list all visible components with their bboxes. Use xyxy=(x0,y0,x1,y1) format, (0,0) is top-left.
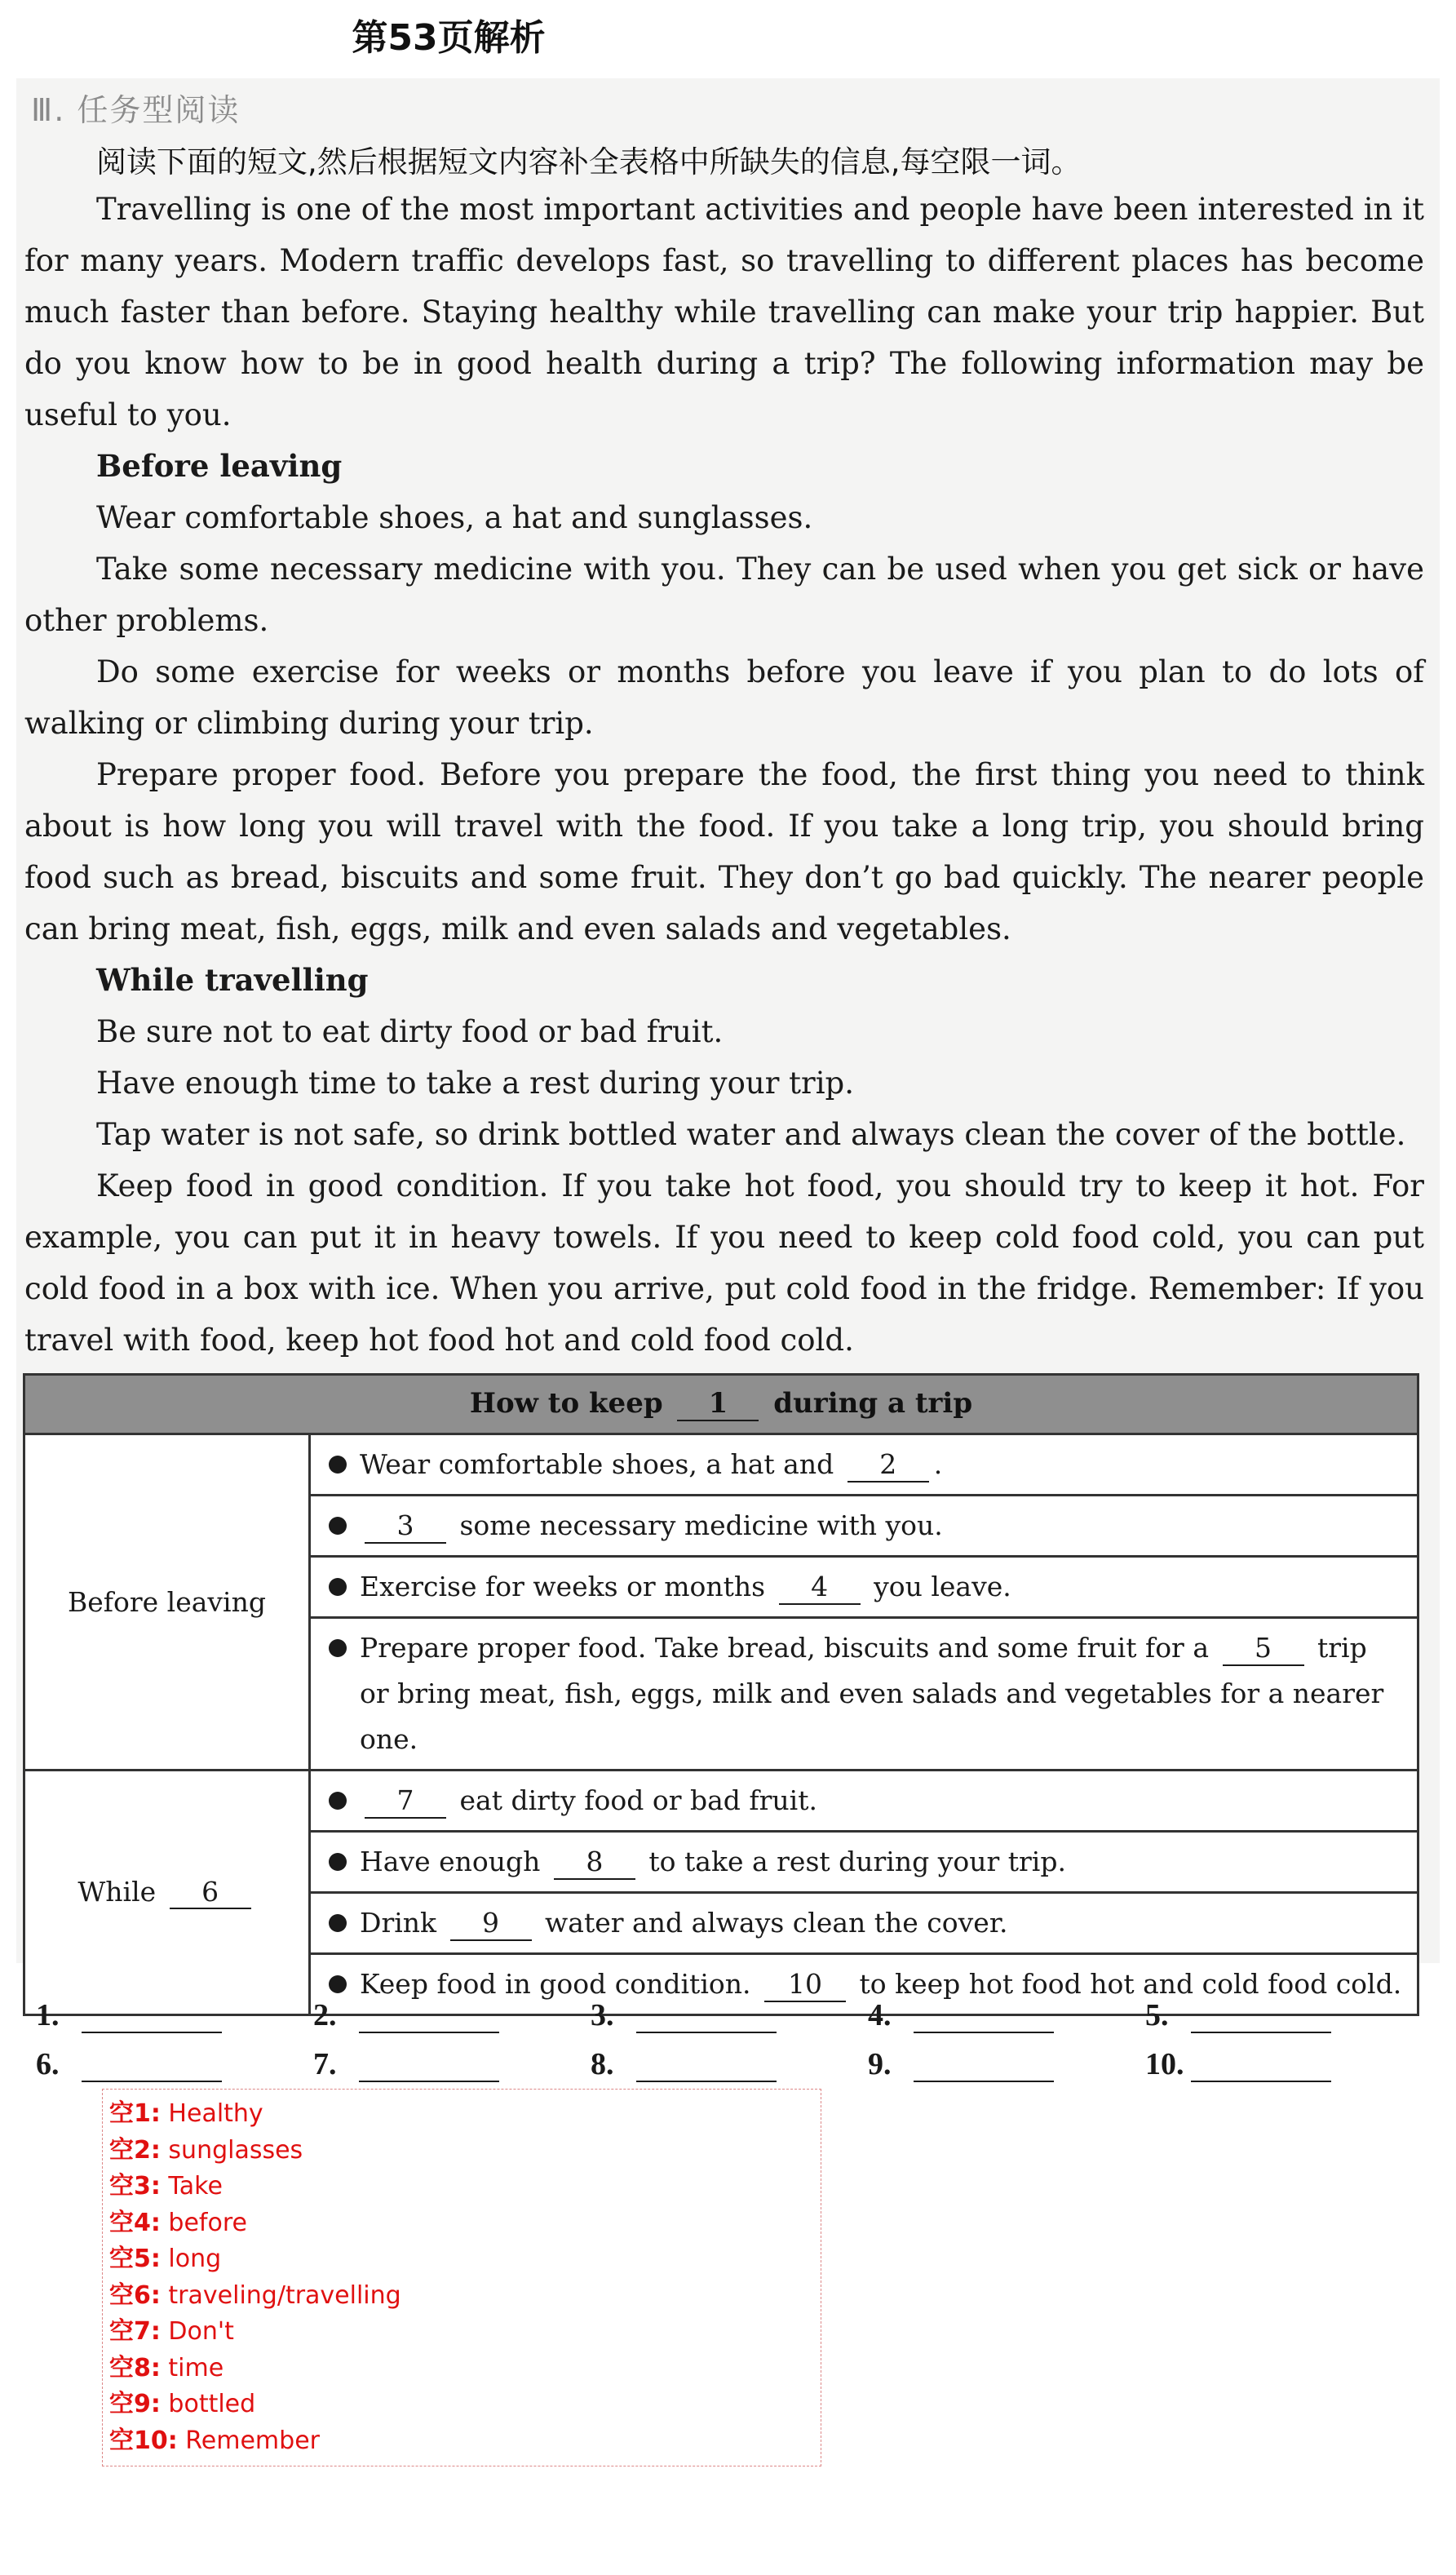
table-row xyxy=(24,1434,1418,1496)
table-item: Drink 9 water and always clean the cover. xyxy=(310,1893,1418,1954)
blank-7: 7 xyxy=(365,1784,446,1819)
answer-line xyxy=(359,2002,499,2033)
passage-paragraph: Have enough time to take a rest during your trip. xyxy=(96,1066,854,1101)
answer-line xyxy=(1191,2002,1331,2033)
answer-number: 10. xyxy=(1145,2047,1184,2081)
blank-8: 8 xyxy=(554,1846,635,1880)
answer-key-item: 空4: before xyxy=(109,2208,247,2237)
before-leaving-label: Before leaving xyxy=(24,1434,310,1771)
answer-number: 9. xyxy=(868,2047,892,2081)
answer-key-item: 空8: time xyxy=(109,2353,224,2382)
table-row xyxy=(24,1771,1418,1832)
answer-number: 2. xyxy=(313,1998,337,2032)
answer-number: 4. xyxy=(868,1998,892,2032)
answer-key-item: 空3: Take xyxy=(109,2172,223,2200)
answer-key-box xyxy=(102,2089,821,2466)
table-title: How to keep 1 during a trip xyxy=(24,1375,1418,1434)
answer-line xyxy=(636,2002,777,2033)
table-item: Keep food in good condition. 10 to keep hot food hot and cold food cold. xyxy=(310,1954,1418,2015)
answer-number: 3. xyxy=(591,1998,614,2032)
table-item: Exercise for weeks or months 4 you leave. xyxy=(310,1557,1418,1618)
answer-line xyxy=(82,2051,222,2082)
blank-9: 9 xyxy=(450,1907,532,1941)
while-label: While 6 xyxy=(24,1771,310,2015)
reading-passage xyxy=(24,184,1424,1366)
blank-2: 2 xyxy=(847,1448,929,1483)
instruction-text: 阅读下面的短文,然后根据短文内容补全表格中所缺失的信息,每空限一词。 xyxy=(96,144,1082,179)
answer-line xyxy=(359,2051,499,2082)
table-item: Prepare proper food. Take bread, biscuits and some fruit for a 5 trip or bring meat, fish, eggs, milk and even salads and vegetables for a nearer one. xyxy=(310,1618,1418,1771)
table-item: Have enough 8 to take a rest during your trip. xyxy=(310,1832,1418,1893)
answer-key-item: 空10: Remember xyxy=(109,2426,320,2455)
blank-3: 3 xyxy=(365,1509,446,1544)
answer-key-item: 空6: traveling/travelling xyxy=(109,2280,401,2310)
answer-number: 5. xyxy=(1145,1998,1169,2032)
answer-number: 6. xyxy=(36,2047,60,2081)
answer-key-item: 空7: Don't xyxy=(109,2317,234,2346)
answer-line xyxy=(914,2002,1054,2033)
before-leaving-heading: Before leaving xyxy=(96,448,343,484)
while-travelling-heading: While travelling xyxy=(96,962,369,998)
passage-intro: Travelling is one of the most important activities and people have been interested in it for many years. Modern traffic develops fast, so travelling to different places has become much faster than before. Staying healthy while travelling can make your trip happier. But do you know how to be in good health during a trip? The following information may be useful to you. xyxy=(24,192,1424,432)
answer-row xyxy=(36,2033,1423,2082)
passage-paragraph: Take some necessary medicine with you. They can be used when you get sick or have other problems. xyxy=(24,552,1424,638)
passage-paragraph: Be sure not to eat dirty food or bad fruit. xyxy=(96,1014,724,1049)
blank-5: 5 xyxy=(1223,1632,1304,1666)
page-title: 第53页解析 xyxy=(352,17,546,59)
answer-key-item: 空5: long xyxy=(109,2245,222,2273)
table-item: Wear comfortable shoes, a hat and 2 . xyxy=(310,1434,1418,1496)
answer-key-item: 空9: bottled xyxy=(109,2390,256,2418)
blank-10: 10 xyxy=(764,1968,846,2002)
answer-key-item: 空2: sunglasses xyxy=(109,2135,303,2165)
section-heading: Ⅲ. 任务型阅读 xyxy=(31,92,241,128)
answer-key-item: 空1: Healthy xyxy=(109,2099,263,2128)
blank-4: 4 xyxy=(779,1571,861,1605)
passage-paragraph: Prepare proper food. Before you prepare the food, the first thing you need to think about is how long you will travel with the food. If you take a long trip, you should bring food such as bread, biscuits and some fruit. They don’t go bad quickly. The nearer people can bring meat, fish, eggs, milk and even salads and vegetables. xyxy=(24,757,1424,946)
summary-table xyxy=(23,1373,1419,2016)
answer-number: 8. xyxy=(591,2047,614,2081)
answer-number: 1. xyxy=(36,1998,60,2032)
table-item: 7 eat dirty food or bad fruit. xyxy=(310,1771,1418,1832)
answer-line xyxy=(82,2002,222,2033)
passage-paragraph: Tap water is not safe, so drink bottled water and always clean the cover of the bottle. xyxy=(96,1117,1406,1152)
table-item: 3 some necessary medicine with you. xyxy=(310,1496,1418,1557)
table-header-row xyxy=(24,1375,1418,1434)
answer-line xyxy=(914,2051,1054,2082)
passage-paragraph: Do some exercise for weeks or months before you leave if you plan to do lots of walking or climbing during your trip. xyxy=(24,654,1424,741)
answer-lines xyxy=(36,1984,1423,2082)
blank-1: 1 xyxy=(677,1387,759,1422)
passage-paragraph: Keep food in good condition. If you take hot food, you should try to keep it hot. For example, you can put it in heavy towels. If you need to keep cold food cold, you can put cold food in a box with ice. When you arrive, put cold food in the fridge. Remember: If you travel with food, keep hot food hot and cold food cold. xyxy=(24,1168,1424,1358)
answer-line xyxy=(1191,2051,1331,2082)
blank-6: 6 xyxy=(170,1876,251,1910)
passage-paragraph: Wear comfortable shoes, a hat and sunglasses. xyxy=(96,500,813,535)
answer-number: 7. xyxy=(313,2047,337,2081)
answer-row xyxy=(36,1984,1423,2033)
answer-line xyxy=(636,2051,777,2082)
